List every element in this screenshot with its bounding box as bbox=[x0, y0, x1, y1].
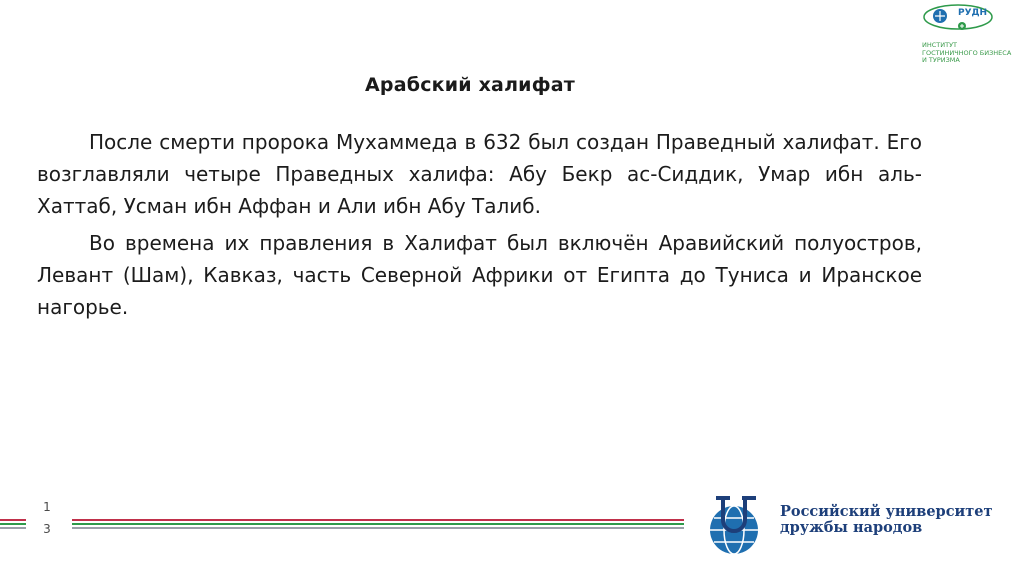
university-name-line2: дружбы народов bbox=[780, 519, 923, 536]
footer-stripe-right-1 bbox=[72, 519, 684, 521]
university-name-line1: Российский университет bbox=[780, 503, 993, 520]
top-logo bbox=[920, 2, 1012, 66]
footer-stripe-left-2 bbox=[0, 523, 26, 525]
rudn-emblem-icon bbox=[706, 494, 766, 560]
page-number-line2: 3 bbox=[43, 522, 51, 536]
footer-stripe-right-3 bbox=[72, 527, 684, 529]
footer-stripe-right-2 bbox=[72, 523, 684, 525]
paragraph-2: Во времена их правления в Халифат был включён Аравийский полуостров, Левант (Шам), Кавказ, часть Северной Африки от Египта до Туниса и Иранское нагорье. bbox=[37, 231, 922, 319]
page-number-line1: 1 bbox=[43, 500, 51, 514]
paragraph-1: После смерти пророка Мухаммеда в 632 был создан Праведный халифат. Его возглавляли четыре Праведных халифа: Абу Бекр ас-Сиддик, Умар ибн аль-Хаттаб, Усман ибн Аффан и Али ибн Абу Талиб. bbox=[37, 130, 922, 218]
slide-title: Арабский халифат bbox=[365, 74, 575, 96]
university-name bbox=[780, 504, 1020, 536]
top-logo-subtitle: ИНСТИТУТ ГОСТИНИЧНОГО БИЗНЕСА И ТУРИЗМА bbox=[922, 41, 1012, 64]
footer-stripe-left-1 bbox=[0, 519, 26, 521]
slide-body bbox=[37, 126, 922, 328]
top-logo-name: РУДН bbox=[958, 8, 988, 18]
footer-stripe-left-3 bbox=[0, 527, 26, 529]
